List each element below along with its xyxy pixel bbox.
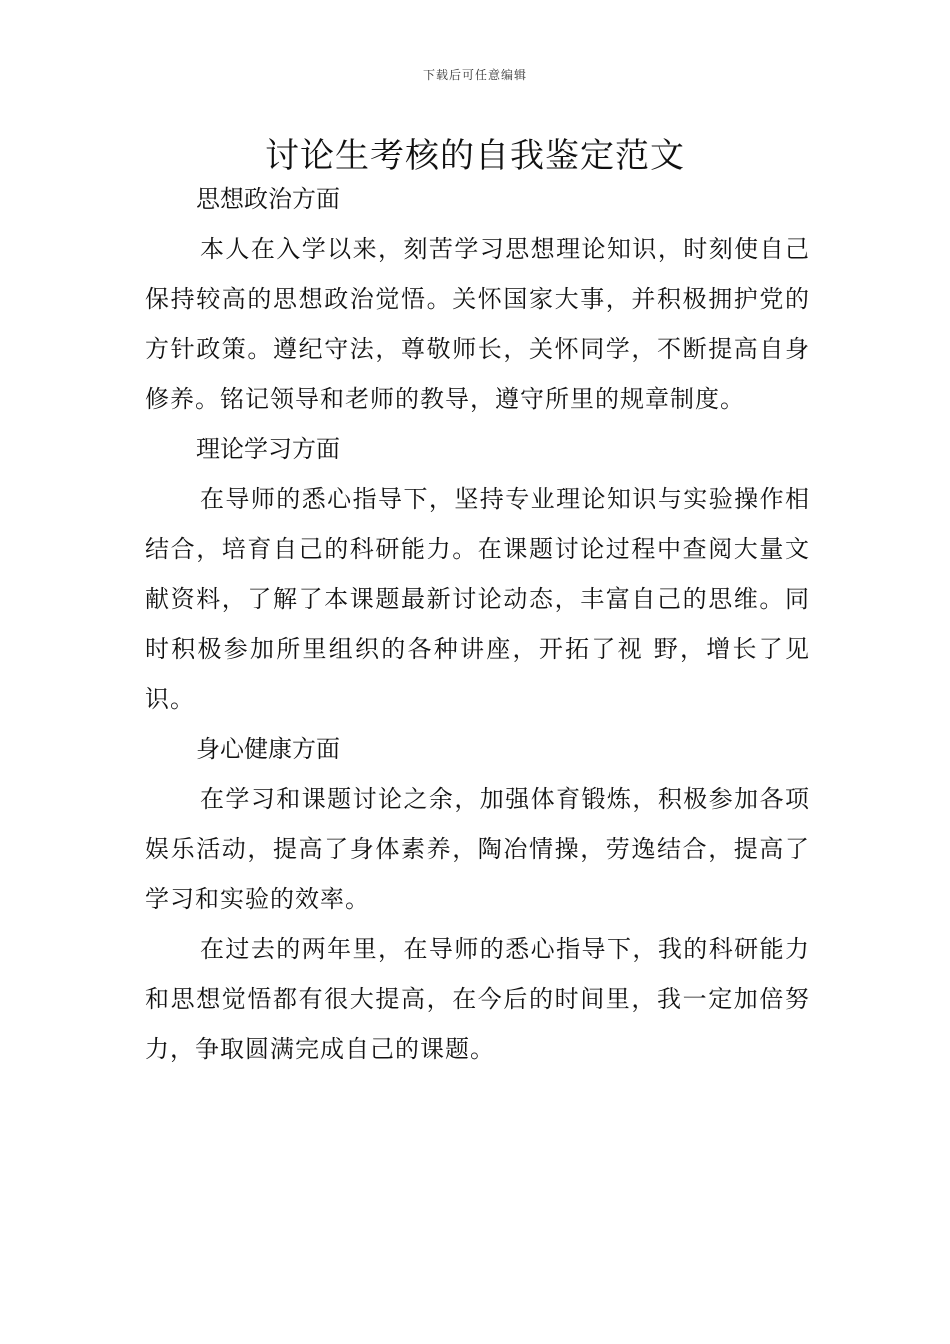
section-paragraph-health: 在学习和课题讨论之余，加强体育锻炼，积极参加各项娱乐活动，提高了身体素养，陶冶情操，劳逸结合，提高了学习和实验的效率。 <box>145 785 810 913</box>
document-title: 讨论生考核的自我鉴定范文 <box>265 136 685 176</box>
document-body <box>145 174 810 1074</box>
section-heading-theory: 理论学习方面 <box>196 435 340 463</box>
section-paragraph-theory: 在导师的悉心指导下，坚持专业理论知识与实验操作相结合，培育自己的科研能力。在课题讨论过程中查阅大量文献资料，了解了本课题最新讨论动态，丰富自己的思维。同时积极参加所里组织的各种讲座，开拓了视 野，增长了见识。 <box>145 485 810 713</box>
closing-paragraph: 在过去的两年里，在导师的悉心指导下，我的科研能力和思想觉悟都有很大提高，在今后的时间里，我一定加倍努力，争取圆满完成自己的课题。 <box>145 935 810 1063</box>
header-note: 下载后可任意编辑 <box>422 68 527 82</box>
section-heading-political: 思想政治方面 <box>196 185 340 213</box>
section-paragraph-political: 本人在入学以来，刻苦学习思想理论知识，时刻使自己保持较高的思想政治觉悟。关怀国家大事，并积极拥护党的方针政策。遵纪守法，尊敬师长，关怀同学，不断提高自身修养。铭记领导和老师的教导，遵守所里的规章制度。 <box>145 235 810 413</box>
section-heading-health: 身心健康方面 <box>196 735 340 763</box>
